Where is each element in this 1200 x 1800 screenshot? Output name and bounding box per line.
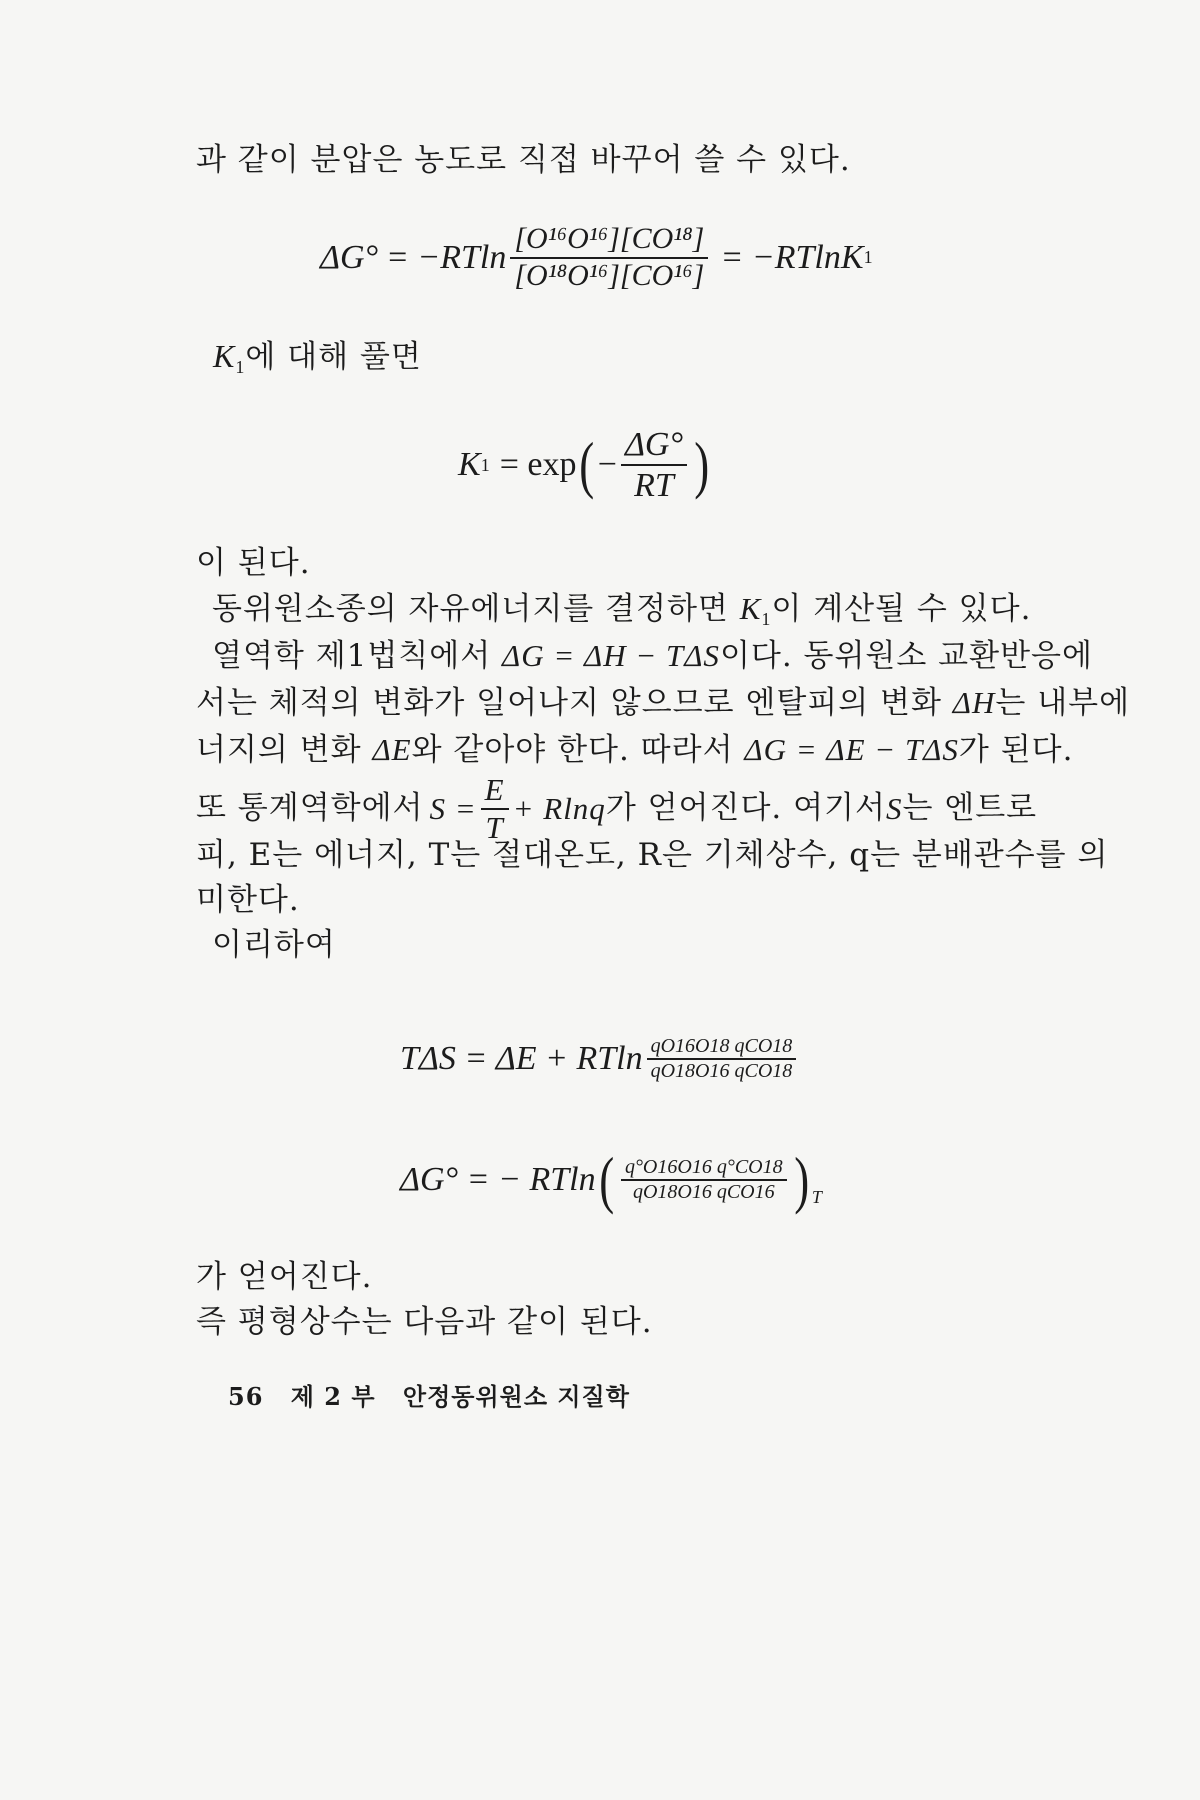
closing-line-1: 가 얻어진다. bbox=[196, 1259, 373, 1295]
line6-text-b: 가 얻어진다. 여기서 bbox=[605, 790, 886, 827]
eq2-left-paren: ( bbox=[579, 429, 595, 501]
line3-text-b: 이다. 동위원소 교환반응에 bbox=[719, 638, 1093, 674]
footer-title: 안정동위원소 지질학 bbox=[402, 1382, 630, 1411]
line5-math-2: ΔG = ΔE − TΔS bbox=[744, 732, 959, 767]
eq4-lhs: ΔG° = − RTln bbox=[400, 1161, 596, 1198]
para-line-2 bbox=[212, 593, 1031, 628]
eq2-k: K bbox=[458, 446, 481, 484]
line6-s2: S bbox=[885, 791, 903, 827]
page-footer bbox=[228, 1377, 630, 1412]
line4-text-b: 는 내부에 bbox=[995, 685, 1131, 721]
page-number: 56 bbox=[228, 1382, 264, 1411]
solve-k: K bbox=[213, 338, 236, 374]
line6-fraction bbox=[481, 772, 509, 845]
eq3-lhs: TΔS = ΔE + RTln bbox=[400, 1040, 643, 1077]
eq1-neg-rtln: −RTln bbox=[417, 238, 507, 276]
para-line-3 bbox=[212, 640, 1093, 672]
eq4-denominator: qO18O16 qCO16 bbox=[632, 1181, 775, 1203]
equation-t-delta-s bbox=[400, 1035, 800, 1083]
solve-line bbox=[213, 340, 422, 376]
eq2-exp: = exp bbox=[499, 446, 577, 484]
para-line-4 bbox=[196, 687, 1130, 719]
line6-s-eq: S = bbox=[429, 791, 477, 827]
eq3-numerator: qO16O18 qCO18 bbox=[650, 1035, 793, 1057]
para-line-6 bbox=[196, 772, 1037, 845]
solve-text: 에 대해 풀면 bbox=[245, 339, 422, 375]
eq1-fraction bbox=[510, 222, 708, 293]
eq4-left-paren: ( bbox=[598, 1144, 614, 1215]
para-line-9: 이리하여 bbox=[212, 927, 336, 963]
eq3-fraction bbox=[647, 1035, 797, 1083]
equation-k1 bbox=[458, 425, 712, 505]
line5-text-c: 가 된다. bbox=[958, 732, 1074, 768]
line6-text-c: 는 엔트로 bbox=[902, 790, 1038, 827]
eq1-lhs: ΔG° bbox=[320, 238, 379, 276]
line4-math: ΔH bbox=[952, 685, 996, 720]
line2-k: K bbox=[739, 591, 762, 626]
para-line-5 bbox=[196, 734, 1073, 766]
closing-line-2: 즉 평형상수는 다음과 같이 된다. bbox=[196, 1304, 653, 1340]
eq4-fraction bbox=[621, 1156, 787, 1204]
line2-text-a: 동위원소종의 자유에너지를 결정하면 bbox=[212, 591, 740, 627]
eq1-numerator: [O¹⁶O¹⁶][CO¹⁸] bbox=[514, 222, 705, 255]
eq1-equals: = bbox=[388, 238, 408, 276]
line2-text-b: 이 계산될 수 있다. bbox=[771, 591, 1032, 627]
intro-line: 과 같이 분압은 농도로 직접 바꾸어 쓸 수 있다. bbox=[196, 142, 851, 178]
line5-text-b: 와 같아야 한다. 따라서 bbox=[411, 732, 745, 768]
eq2-denominator: RT bbox=[634, 467, 674, 505]
eq1-rhs: = −RTlnK bbox=[720, 238, 864, 276]
line6-numerator: E bbox=[484, 772, 505, 807]
para-line-8: 미한다. bbox=[196, 882, 300, 918]
eq1-denominator: [O¹⁸O¹⁶][CO¹⁶] bbox=[514, 258, 705, 292]
line4-text-a: 서는 체적의 변화가 일어나지 않으므로 엔탈피의 변화 bbox=[196, 685, 953, 721]
line5-math-1: ΔE bbox=[372, 732, 412, 767]
equation-delta-g-partition bbox=[400, 1144, 822, 1215]
line6-math: + Rlnq bbox=[512, 791, 606, 827]
eq2-right-paren: ) bbox=[694, 429, 710, 501]
eq2-minus: − bbox=[597, 446, 617, 484]
line6-text-a: 또 통계역학에서 bbox=[196, 790, 424, 827]
para-line-1: 이 된다. bbox=[196, 545, 311, 581]
line3-text-a: 열역학 제1법칙에서 bbox=[212, 638, 502, 674]
eq2-k-sub: 1 bbox=[480, 454, 490, 475]
eq4-subscript-t: T bbox=[811, 1187, 822, 1207]
solve-k-sub: 1 bbox=[235, 357, 246, 377]
line2-k-sub: 1 bbox=[761, 609, 772, 629]
eq2-numerator: ΔG° bbox=[624, 426, 684, 463]
eq1-rhs-subscript: 1 bbox=[863, 247, 873, 267]
line3-math: ΔG = ΔH − TΔS bbox=[502, 638, 720, 673]
eq3-denominator: qO18O16 qCO18 bbox=[650, 1060, 793, 1082]
eq2-fraction bbox=[621, 425, 687, 505]
para-line-7: 피, E는 에너지, T는 절대온도, R은 기체상수, q는 분배관수를 의 bbox=[196, 837, 1109, 873]
equation-delta-g bbox=[320, 222, 873, 293]
line6-denominator: T bbox=[485, 809, 504, 845]
line5-text-a: 너지의 변화 bbox=[196, 732, 373, 768]
eq4-numerator: q°O16O16 q°CO18 bbox=[624, 1156, 783, 1178]
footer-part: 제 2 부 bbox=[290, 1382, 376, 1411]
eq4-right-paren: ) bbox=[793, 1144, 809, 1215]
